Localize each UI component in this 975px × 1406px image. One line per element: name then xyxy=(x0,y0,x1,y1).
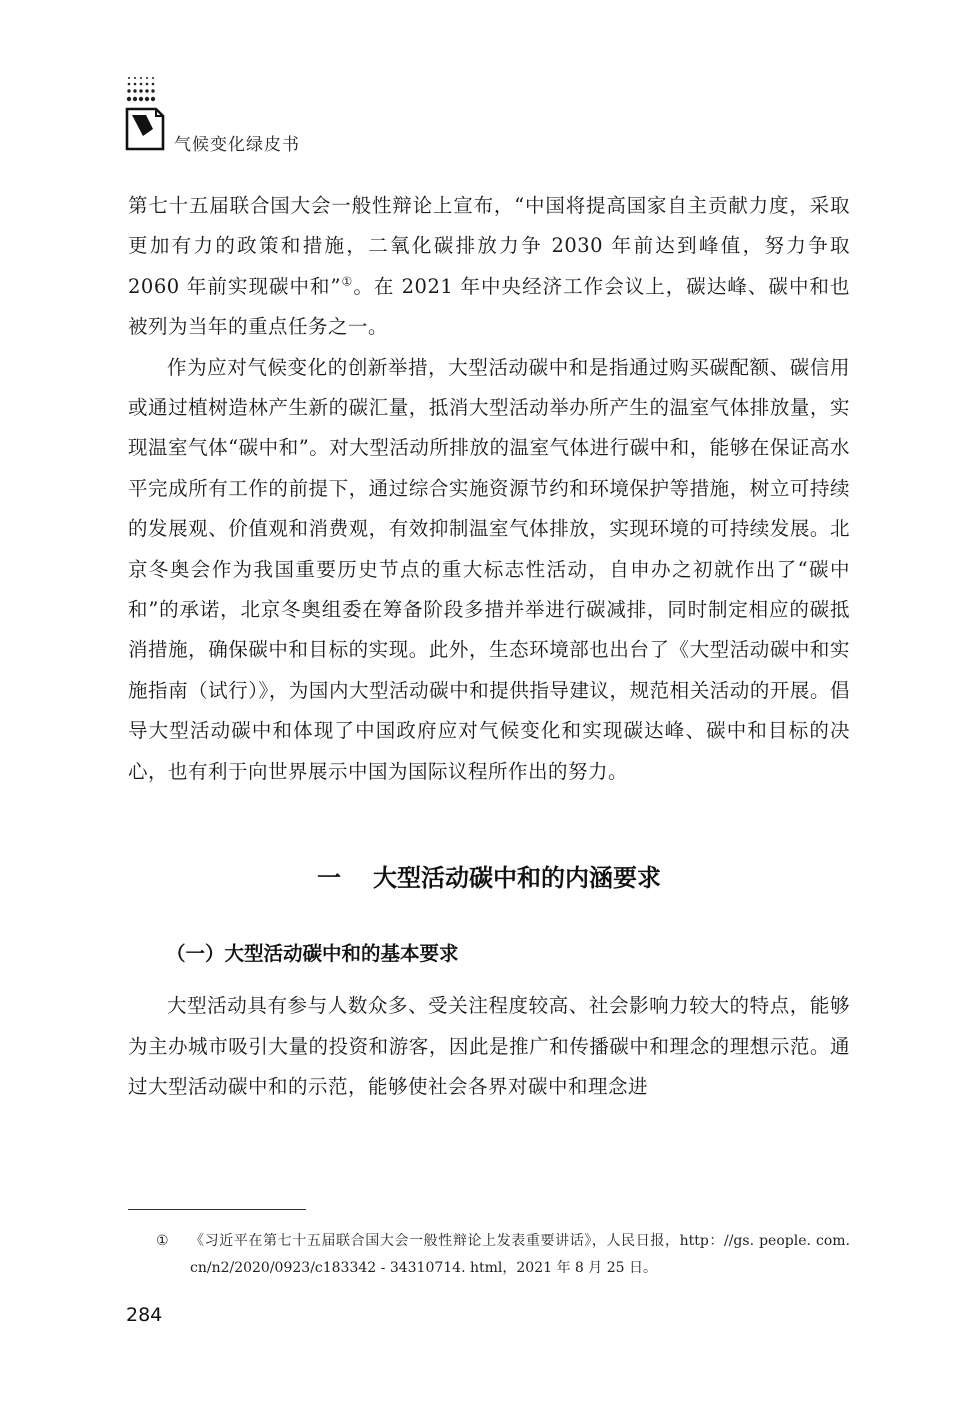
running-header xyxy=(124,74,544,174)
paragraph-continued xyxy=(128,186,850,348)
paragraph: 大型活动具有参与人数众多、受关注程度较高、社会影响力较大的特点，能够为主办城市吸引大量的投资和游客，因此是推广和传播碳中和理念的理想示范。通过大型活动碳中和的示范，能够使社会各界对碳中和理念进 xyxy=(128,994,850,1098)
footnote-reference[interactable]: ① xyxy=(341,274,354,289)
running-title: 气候变化绿皮书 xyxy=(174,135,300,155)
section-heading: （一）大型活动碳中和的基本要求 xyxy=(166,942,459,966)
page-number: 284 xyxy=(126,1304,163,1326)
chapter-number: 一 xyxy=(317,864,341,893)
paragraph-text: 。在 2021 年中央经济工作会议上，碳达峰、碳中和也被列为当年的重点任务之一。 xyxy=(128,274,851,339)
footnote-mark: ① xyxy=(156,1233,169,1249)
chapter-heading xyxy=(128,858,850,898)
footnote-text: 《习近平在第七十五届联合国大会一般性辩论上发表重要讲话》，人民日报，http：//gs. people. com. cn/n2/2020/0923/c183342 - 34310714. html，2021 年 8 月 25 日。 xyxy=(190,1233,850,1276)
paragraph-text: 第七十五届联合国大会一般性辩论上宣布，“中国将提高国家自主贡献力度，采取更加有力的政策和措施，二氧化碳排放力争 2030 年前达到峰值，努力争取 2060 年前实现碳中和” xyxy=(128,194,850,298)
paragraph: 作为应对气候变化的创新举措，大型活动碳中和是指通过购买碳配额、碳信用或通过植树造林产生新的碳汇量，抵消大型活动举办所产生的温室气体排放量，实现温室气体“碳中和”。对大型活动所排放的温室气体进行碳中和，能够在保证高水平完成所有工作的前提下，通过综合实施资源节约和环境保护等措施，树立可持续的发展观、价值观和消费观，有效抑制温室气体排放，实现环境的可持续发展。北京冬奥会作为我国重要历史节点的重大标志性活动，自申办之初就作出了“碳中和”的承诺，北京冬奥组委在筹备阶段多措并举进行碳减排，同时制定相应的碳抵消措施，确保碳中和目标的实现。此外，生态环境部也出台了《大型活动碳中和实施指南（试行）》，为国内大型活动碳中和提供指导建议，规范相关活动的开展。倡导大型活动碳中和体现了中国政府应对气候变化和实现碳达峰、碳中和目标的决心，也有利于向世界展示中国为国际议程所作出的努力。 xyxy=(128,355,850,783)
footnote-divider xyxy=(128,1209,306,1210)
chapter-title: 大型活动碳中和的内涵要求 xyxy=(373,864,661,893)
dot-grid-icon xyxy=(124,74,164,110)
main-content xyxy=(128,186,850,1107)
green-book-logo-icon xyxy=(124,106,166,152)
footnote xyxy=(156,1228,850,1282)
